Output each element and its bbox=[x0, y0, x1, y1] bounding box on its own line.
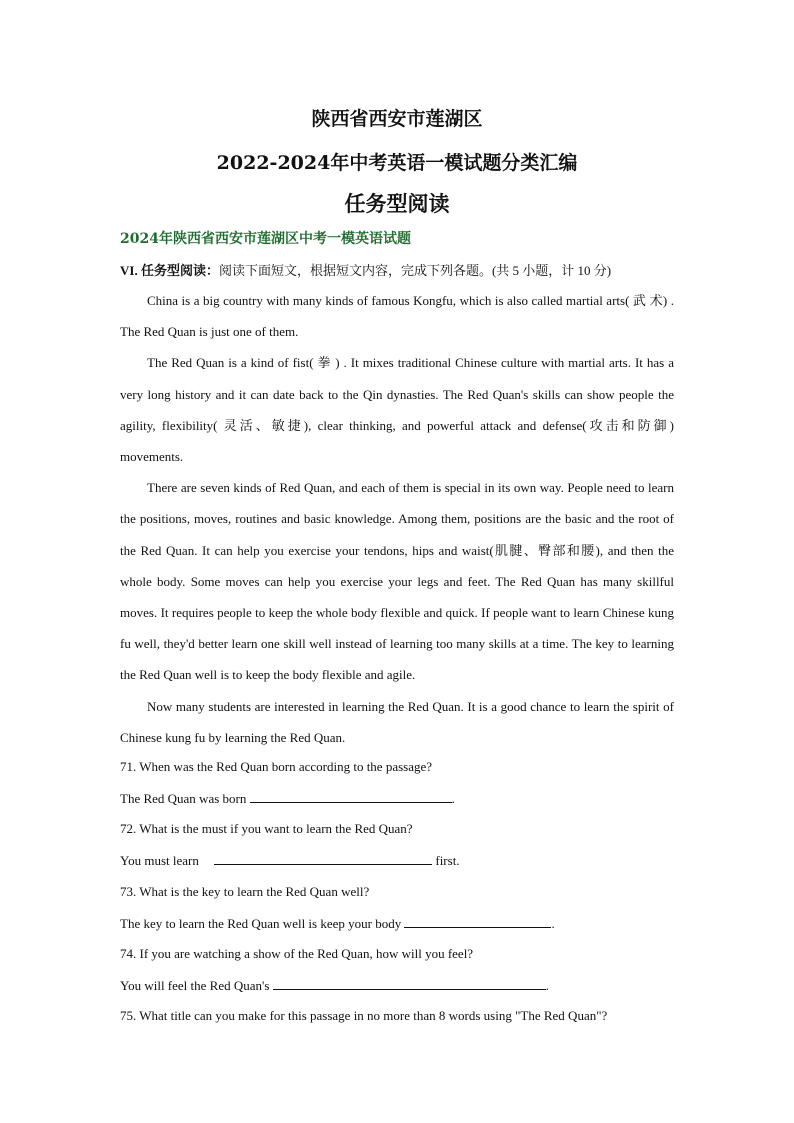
answer-71-blank[interactable] bbox=[250, 790, 452, 803]
question-73: 73. What is the key to learn the Red Quan well? bbox=[120, 884, 370, 899]
answer-74-blank[interactable] bbox=[273, 977, 546, 990]
title-line-3: 任务型阅读 bbox=[344, 191, 450, 216]
passage bbox=[120, 285, 674, 753]
answer-72-prefix: You must learn bbox=[120, 853, 203, 868]
question-72: 72. What is the must if you want to learn the Red Quan? bbox=[120, 821, 413, 836]
answer-72-blank[interactable] bbox=[214, 852, 432, 865]
answer-71-suffix: . bbox=[451, 791, 455, 806]
answer-74-prefix: You will feel the Red Quan's bbox=[120, 978, 273, 993]
question-71: 71. When was the Red Quan born according to the passage? bbox=[120, 759, 433, 774]
instruction-label: VI. 任务型阅读： bbox=[120, 263, 219, 278]
answer-73-suffix: . bbox=[551, 916, 555, 931]
answer-73 bbox=[120, 915, 555, 932]
question-75: 75. What title can you make for this passage in no more than 8 words using "The Red Quan"? bbox=[120, 1008, 608, 1023]
answer-73-blank[interactable] bbox=[404, 915, 551, 928]
passage-paragraph-2: The Red Quan is a kind of fist( 拳 ) . It mixes traditional Chinese culture with martial arts. It has a very long history and it can date back to the Qin dynasties. The Red Quan's skills can show people the agility, flexibility( 灵活、敏捷), clear thinking, and powerful attack and defense(攻击和防御) movements. bbox=[120, 355, 674, 465]
instruction-text: 阅读下面短文，根据短文内容，完成下列各题。(共 5 小题，计 10 分) bbox=[218, 263, 612, 278]
instruction bbox=[120, 260, 680, 279]
answer-74-suffix: . bbox=[545, 978, 549, 993]
title-line-1: 陕西省西安市莲湖区 bbox=[311, 108, 483, 130]
title-line-2: 2022-2024年中考英语一模试题分类汇编 bbox=[216, 152, 578, 174]
answer-71-prefix: The Red Quan was born bbox=[120, 791, 250, 806]
question-74: 74. If you are watching a show of the Red Quan, how will you feel? bbox=[120, 946, 474, 961]
section-heading: 2024年陕西省西安市莲湖区中考一模英语试题 bbox=[120, 231, 411, 247]
answer-72-suffix: first. bbox=[432, 853, 460, 868]
passage-paragraph-1: China is a big country with many kinds of famous Kongfu, which is also called martial arts( 武 术) . The Red Quan is just one of them. bbox=[120, 293, 674, 340]
answer-72 bbox=[120, 852, 460, 869]
answer-71 bbox=[120, 790, 455, 807]
passage-paragraph-4: Now many students are interested in learning the Red Quan. It is a good chance to learn the spirit of Chinese kung fu by learning the Red Quan. bbox=[120, 698, 674, 745]
answer-73-prefix: The key to learn the Red Quan well is keep your body bbox=[120, 916, 405, 931]
answer-74 bbox=[120, 977, 549, 994]
passage-paragraph-3: There are seven kinds of Red Quan, and each of them is special in its own way. People need to learn the positions, moves, routines and basic knowledge. Among them, positions are the basic and the root of the Red Quan. It can help you exercise your tendons, hips and waist(肌腱、臀部和腰), and then the whole body. Some moves can help you exercise your legs and feet. The Red Quan has many skillful moves. It requires people to keep the whole body flexible and quick. If people want to learn Chinese kung fu well, they'd better learn one skill well instead of learning too many skills at a time. The key to learning the Red Quan well is to keep the body flexible and agile. bbox=[120, 480, 674, 683]
